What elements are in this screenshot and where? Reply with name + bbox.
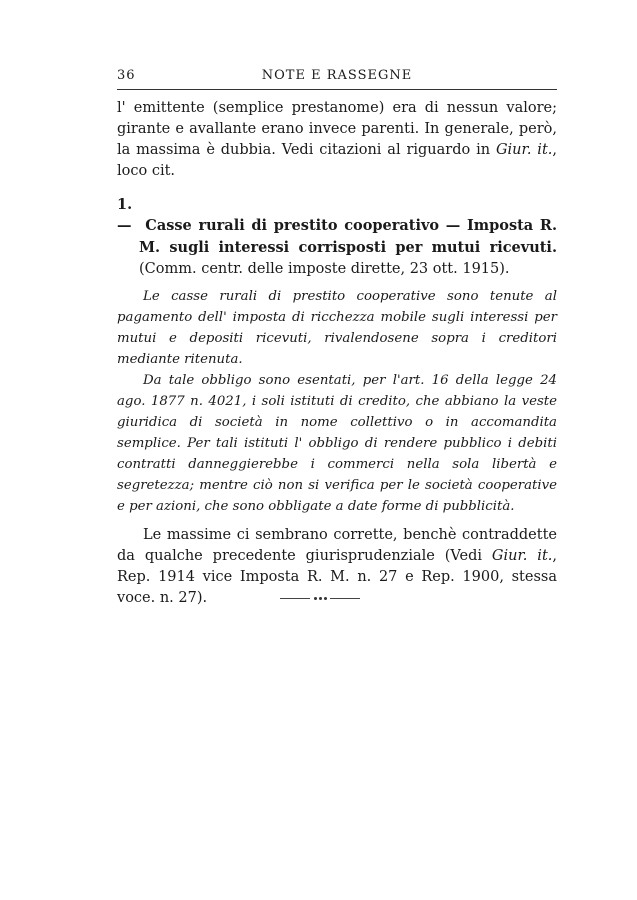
maxim-block (117, 286, 557, 517)
ornament-dot (319, 597, 322, 600)
ornament-line-right (330, 598, 360, 599)
comment-text: Le massime ci sembrano corrette, benchè contraddette da qualche precedente giurisprudenziale (Vedi (117, 527, 557, 564)
ornament-dot (314, 597, 317, 600)
maxim-paragraph-2: Da tale obbligo sono esentati, per l'art. 16 della legge 24 ago. 1877 n. 4021, i soli istituti di credito, che abbiano la veste giuridica di società in nome collettivo o in accomandita semplice. Per tali istituti l' obbligo di rendere pubblico i debiti contratti danneggierebbe i commerci nella sola libertà e segretezza; mentre ciò non si verifica per le società cooperative e per azioni, che sono obbligate a date forme di pubblicità. (117, 373, 557, 514)
intro-citation: Giur. it. (495, 142, 553, 158)
ornament-dot (324, 597, 327, 600)
page-header (117, 68, 557, 88)
maxim-paragraph-1: Le casse rurali di prestito cooperative sono tenute al pagamento dell' imposta di ricchezza mobile sugli interessi per mutui e depositi ricevuti, rivalendosene sopra i creditori mediante ritenuta. (117, 289, 557, 367)
comment-text-end: , Rep. 1914 vice Imposta R. M. n. 27 e Rep. 1900, stessa voce. n. 27). (117, 548, 557, 606)
page-number: 36 (117, 68, 136, 83)
intro-paragraph (117, 98, 557, 182)
running-title: NOTE E RASSEGNE (261, 68, 413, 83)
ornament-line-left (280, 598, 310, 599)
section-source: (Comm. centr. delle imposte dirette, 23 ott. 1915). (139, 261, 510, 277)
intro-text: l' emittente (semplice prestanome) era di nessun valore; girante e avallante erano invece parenti. In generale, però, la massima è dubbia. Vedi citazioni al riguardo in (117, 100, 557, 158)
section-heading (117, 194, 557, 280)
section-title: Casse rurali di prestito cooperativo — Imposta R. M. sugli interessi corrisposti per mutui ricevuti. (139, 217, 558, 256)
page-body (117, 98, 557, 609)
intro-text-end: , loco cit. (117, 142, 557, 179)
comment-citation: Giur. it. (491, 548, 553, 564)
section-end-ornament (280, 596, 360, 602)
header-rule (117, 89, 557, 90)
section-number: 1. — (117, 196, 133, 234)
